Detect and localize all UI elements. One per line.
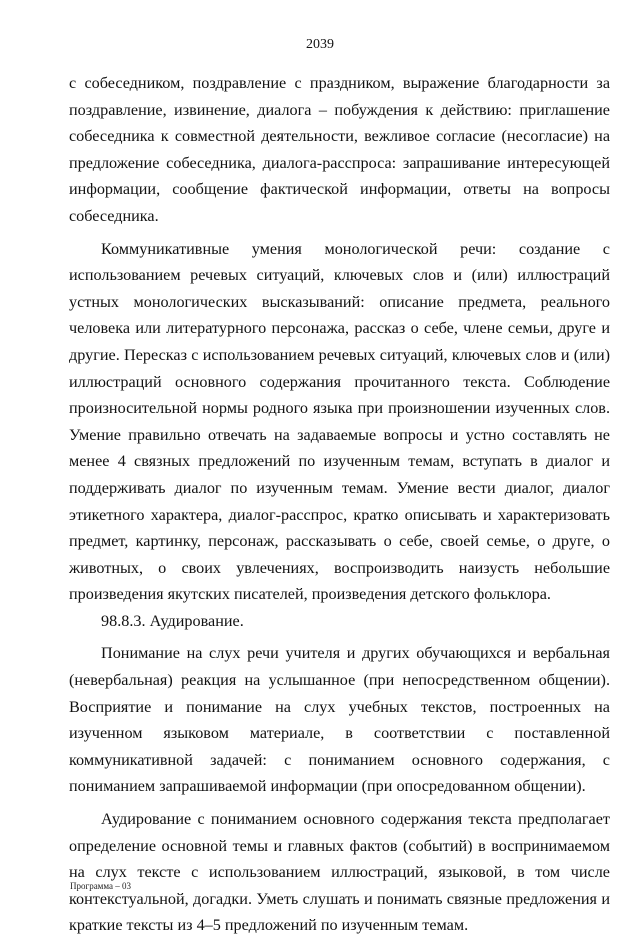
- paragraph-listening-understanding: Понимание на слух речи учителя и других обучающихся и вербальная (невербальная) реакция на услышанное (при непосредственном общении). Восприятие и понимание на слух учебных текстов, построенных на изученном языковом материале, в соответствии с поставленной коммуникативной задачей: с пониманием основного содержания, с пониманием запрашиваемой информации (при опосредованном общении).: [69, 644, 610, 796]
- paragraph-monologue-skills: Коммуникативные умения монологической речи: создание с использованием речевых ситуаций, ключевых слов и (или) иллюстраций устных монологических высказываний: описание предмета, реального человека или литературного персонажа, рассказ о себе, члене семьи, друге и другие. Пересказ с использованием речевых ситуаций, ключевых слов и (или) иллюстраций основного содержания прочитанного текста. Соблюдение произносительной нормы родного языка при произношении изученных слов. Умение правильно отвечать на задаваемые вопросы и устно составлять не менее 4 связных предложений по изученным темам, вступать в диалог и поддерживать диалог по изученным темам. Умение вести диалог, диалог этикетного характера, диалог-расспрос, кратко описывать и характеризовать предмет, картинку, персонаж, рассказывать о себе, своей семье, о друге, о животных, о своих увлечениях, воспроизводить наизусть небольшие произведения якутских писателей, произведения детского фольклора.: [69, 239, 610, 604]
- section-heading-listening: 98.8.3. Аудирование.: [101, 611, 244, 630]
- document-body: [69, 70, 610, 939]
- paragraph-dialogue-types: с собеседником, поздравление с праздником, выражение благодарности за поздравление, извинение, диалога – побуждения к действию: приглашение собеседника к совместной деятельности, вежливое согласие (несогласие) на предложение собеседника, диалога-расспроса: запрашивание интересующей информации, сообщение фактической информации, ответы на вопросы собеседника.: [69, 74, 610, 225]
- paragraph-listening-main-content: Аудирование с пониманием основного содержания текста предполагает определение основной темы и главных фактов (событий) в воспринимаемом на слух тексте с использованием иллюстраций, языковой, в том числе контекстуальной, догадки. Уметь слушать и понимать связные предложения и краткие тексты из 4–5 предложений по изученным темам.: [69, 810, 610, 935]
- page-footer: Программа – 03: [70, 881, 132, 891]
- page-number: 2039: [306, 37, 334, 52]
